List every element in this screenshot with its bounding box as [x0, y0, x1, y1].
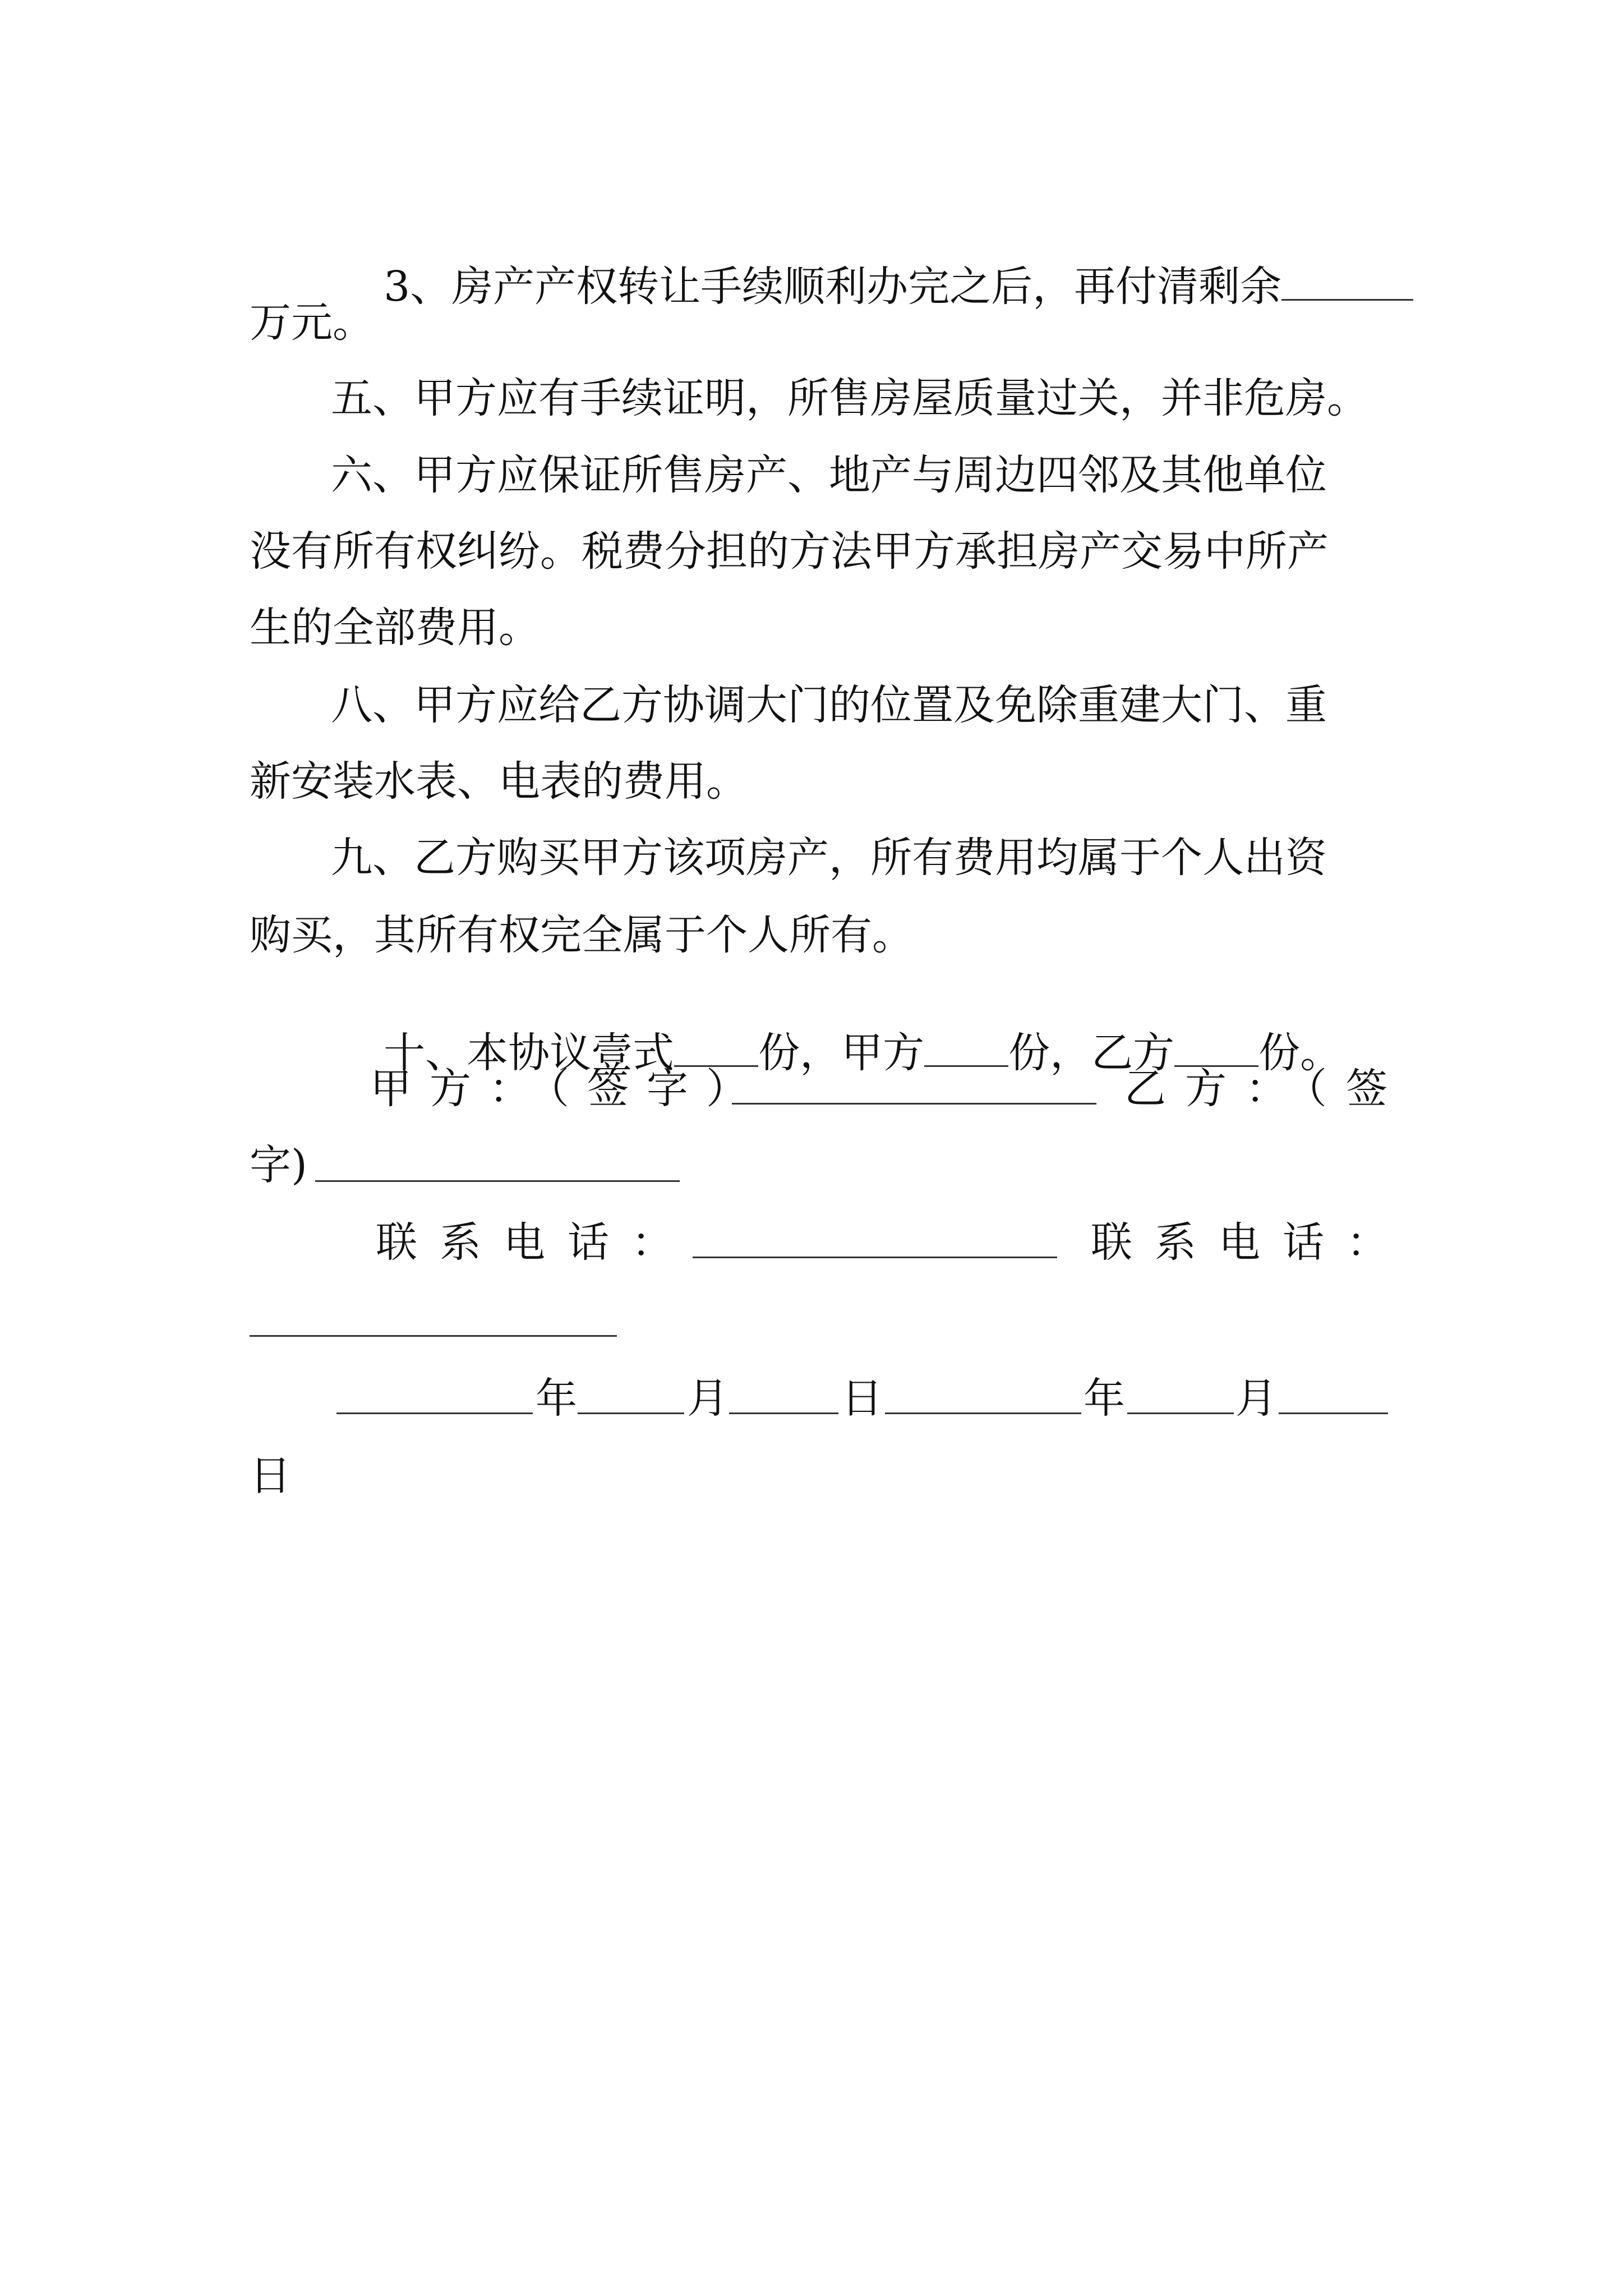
party-b-signature-blank[interactable]: [315, 1180, 680, 1182]
clause-8-line-1: 八、甲方应给乙方协调大门的位置及免除重建大门、重: [331, 681, 1327, 729]
date-b-day-blank[interactable]: [1279, 1412, 1388, 1414]
party-a-phone-blank[interactable]: [693, 1257, 1057, 1258]
clause-6-line-2: 没有所有权纠纷。税费分担的方法甲方承担房产交易中所产: [250, 527, 1329, 576]
clause-10-suffix: 份。: [1258, 1029, 1342, 1077]
clause-10-party-b-label: 份，乙方: [1008, 1029, 1175, 1077]
date-a-month-blank[interactable]: [578, 1412, 684, 1414]
copies-party-a-blank: [924, 1061, 1008, 1067]
clause-9-line-1: 九、乙方购买甲方该项房产，所有费用均属于个人出资: [331, 834, 1327, 882]
amount-blank: [1281, 295, 1413, 301]
clause-5-line-1: 五、甲方应有手续证明，所售房屋质量过关，并非危房。: [331, 374, 1368, 422]
party-b-signature-label: 乙方：（签: [1124, 1065, 1407, 1113]
clause-6-line-3: 生的全部费用。: [250, 604, 540, 652]
date-a-month-label: 月: [687, 1374, 728, 1423]
party-b-signature-label-cont: 字): [250, 1141, 307, 1189]
date-a-year-blank[interactable]: [336, 1412, 533, 1414]
date-b-month-blank[interactable]: [1127, 1412, 1234, 1414]
clause-3-line-1: [331, 224, 1413, 349]
clause-10-party-a-label: 份，甲方: [758, 1029, 925, 1077]
party-a-phone-label: 联系电话：: [376, 1218, 695, 1267]
date-a-day-label: 日: [841, 1374, 883, 1423]
clause-6-line-1: 六、甲方应保证所售房产、地产与周边四邻及其他单位: [331, 451, 1327, 499]
date-b-year-blank[interactable]: [885, 1412, 1081, 1414]
date-b-year-label: 年: [1083, 1374, 1125, 1423]
party-b-phone-label: 联系电话：: [1091, 1218, 1410, 1267]
date-a-day-blank[interactable]: [729, 1412, 838, 1414]
party-a-signature-blank[interactable]: [732, 1103, 1096, 1105]
clause-10-prefix: 十、本协议壹式: [384, 1029, 675, 1077]
date-b-day-label: 日: [250, 1452, 291, 1500]
date-a-year-label: 年: [536, 1374, 577, 1423]
party-a-signature-label: 甲方：（签字）: [370, 1065, 766, 1113]
clause-3-line-2: 万元。: [250, 298, 374, 347]
date-b-month-label: 月: [1235, 1374, 1277, 1423]
clause-3-text: 3、房产产权转让手续顺利办完之后，再付清剩余: [384, 263, 1282, 311]
party-b-phone-blank[interactable]: [250, 1335, 617, 1337]
clause-8-line-2: 新安装水表、电表的费用。: [250, 757, 748, 806]
clause-9-line-2: 购买，其所有权完全属于个人所有。: [250, 911, 914, 959]
